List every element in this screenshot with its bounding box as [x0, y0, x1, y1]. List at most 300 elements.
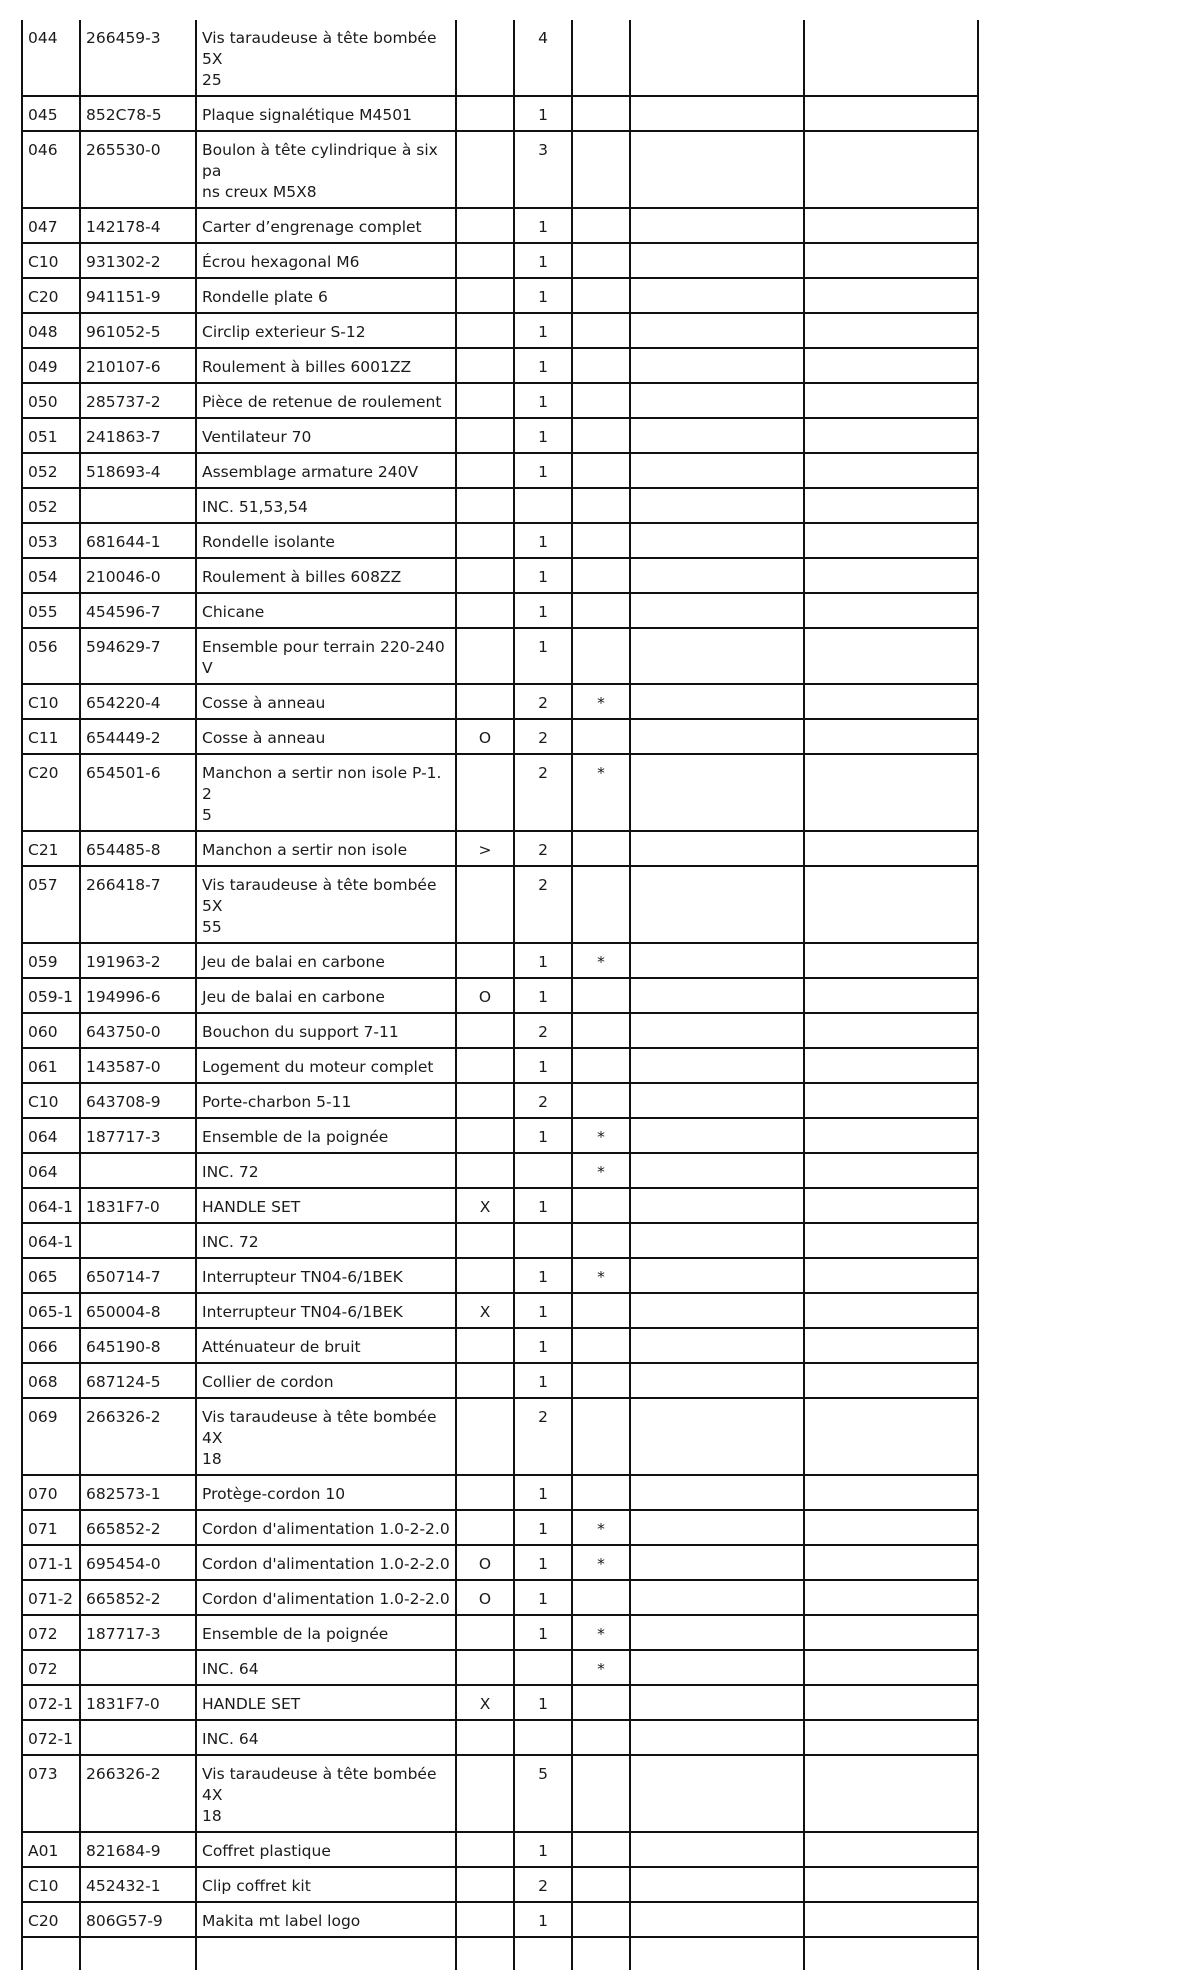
note-mark-cell: [572, 453, 630, 488]
description-cell: Vis taraudeuse à tête bombée 4X 18: [196, 1755, 456, 1832]
parts-table-body: [22, 20, 978, 1970]
table-row: [22, 1363, 978, 1398]
part-number-cell: 650004-8: [80, 1293, 196, 1328]
blank-column-cell: [630, 1867, 804, 1902]
note-mark-cell: [572, 20, 630, 96]
empty-cell: [572, 1937, 630, 1970]
table-row: [22, 313, 978, 348]
change-code-cell: [456, 1755, 514, 1832]
description-cell: Assemblage armature 240V: [196, 453, 456, 488]
quantity-cell: 1: [514, 383, 572, 418]
blank-column-cell: [630, 488, 804, 523]
note-mark-cell: [572, 558, 630, 593]
note-mark-cell: [572, 383, 630, 418]
description-cell: Vis taraudeuse à tête bombée 5X 55: [196, 866, 456, 943]
blank-column-cell: [630, 1902, 804, 1937]
change-code-cell: [456, 131, 514, 208]
quantity-cell: 1: [514, 96, 572, 131]
quantity-cell: 1: [514, 1475, 572, 1510]
part-number-cell: 654501-6: [80, 754, 196, 831]
blank-column-cell: [804, 243, 978, 278]
blank-column-cell: [630, 1615, 804, 1650]
table-row: [22, 96, 978, 131]
blank-column-cell: [630, 978, 804, 1013]
item-number-cell: 053: [22, 523, 80, 558]
blank-column-cell: [804, 96, 978, 131]
description-cell: Manchon a sertir non isole P-1.2 5: [196, 754, 456, 831]
quantity-cell: 2: [514, 719, 572, 754]
item-number-cell: 065-1: [22, 1293, 80, 1328]
part-number-cell: 454596-7: [80, 593, 196, 628]
quantity-cell: 1: [514, 1615, 572, 1650]
table-row: [22, 348, 978, 383]
table-row: [22, 558, 978, 593]
item-number-cell: 048: [22, 313, 80, 348]
blank-column-cell: [630, 1398, 804, 1475]
item-number-cell: 051: [22, 418, 80, 453]
change-code-cell: [456, 1398, 514, 1475]
quantity-cell: 1: [514, 1258, 572, 1293]
change-code-cell: [456, 348, 514, 383]
part-number-cell: 194996-6: [80, 978, 196, 1013]
quantity-cell: 1: [514, 1293, 572, 1328]
item-number-cell: 069: [22, 1398, 80, 1475]
change-code-cell: X: [456, 1188, 514, 1223]
blank-column-cell: [804, 1258, 978, 1293]
note-mark-cell: *: [572, 1615, 630, 1650]
table-row: [22, 1013, 978, 1048]
part-number-cell: 191963-2: [80, 943, 196, 978]
table-row: [22, 593, 978, 628]
part-number-cell: 187717-3: [80, 1615, 196, 1650]
table-row: [22, 719, 978, 754]
change-code-cell: X: [456, 1685, 514, 1720]
description-cell: Boulon à tête cylindrique à six pa ns creux M5X8: [196, 131, 456, 208]
description-cell: HANDLE SET: [196, 1188, 456, 1223]
part-number-cell: [80, 1223, 196, 1258]
part-number-cell: 143587-0: [80, 1048, 196, 1083]
part-number-cell: 961052-5: [80, 313, 196, 348]
change-code-cell: [456, 1083, 514, 1118]
change-code-cell: [456, 866, 514, 943]
item-number-cell: 056: [22, 628, 80, 684]
quantity-cell: [514, 488, 572, 523]
note-mark-cell: *: [572, 1650, 630, 1685]
change-code-cell: >: [456, 831, 514, 866]
part-number-cell: 285737-2: [80, 383, 196, 418]
item-number-cell: C10: [22, 1083, 80, 1118]
note-mark-cell: [572, 866, 630, 943]
description-cell: Roulement à billes 608ZZ: [196, 558, 456, 593]
table-row: [22, 1615, 978, 1650]
note-mark-cell: [572, 418, 630, 453]
table-row: [22, 1580, 978, 1615]
quantity-cell: 2: [514, 831, 572, 866]
blank-column-cell: [804, 558, 978, 593]
blank-column-cell: [804, 1867, 978, 1902]
change-code-cell: [456, 418, 514, 453]
description-cell: INC. 51,53,54: [196, 488, 456, 523]
change-code-cell: [456, 488, 514, 523]
blank-column-cell: [804, 1048, 978, 1083]
blank-column-cell: [804, 20, 978, 96]
note-mark-cell: *: [572, 684, 630, 719]
table-row: [22, 1685, 978, 1720]
change-code-cell: [456, 1832, 514, 1867]
quantity-cell: 1: [514, 243, 572, 278]
blank-column-cell: [630, 1832, 804, 1867]
blank-column-cell: [630, 1510, 804, 1545]
note-mark-cell: [572, 1685, 630, 1720]
table-row: [22, 831, 978, 866]
quantity-cell: 1: [514, 453, 572, 488]
change-code-cell: [456, 684, 514, 719]
blank-column-cell: [630, 278, 804, 313]
note-mark-cell: [572, 1363, 630, 1398]
blank-column-cell: [630, 523, 804, 558]
blank-column-cell: [804, 866, 978, 943]
quantity-cell: 2: [514, 1867, 572, 1902]
change-code-cell: [456, 96, 514, 131]
note-mark-cell: [572, 1223, 630, 1258]
change-code-cell: [456, 1118, 514, 1153]
quantity-cell: 1: [514, 348, 572, 383]
note-mark-cell: [572, 131, 630, 208]
item-number-cell: 054: [22, 558, 80, 593]
table-row: [22, 1755, 978, 1832]
blank-column-cell: [630, 131, 804, 208]
description-cell: Interrupteur TN04-6/1BEK: [196, 1293, 456, 1328]
item-number-cell: 055: [22, 593, 80, 628]
part-number-cell: [80, 1153, 196, 1188]
note-mark-cell: *: [572, 943, 630, 978]
change-code-cell: [456, 628, 514, 684]
quantity-cell: 1: [514, 313, 572, 348]
quantity-cell: 5: [514, 1755, 572, 1832]
description-cell: Ensemble de la poignée: [196, 1118, 456, 1153]
empty-cell: [22, 1937, 80, 1970]
note-mark-cell: [572, 1048, 630, 1083]
empty-cell: [514, 1937, 572, 1970]
table-row: [22, 453, 978, 488]
blank-column-cell: [630, 1048, 804, 1083]
description-cell: Carter d’engrenage complet: [196, 208, 456, 243]
blank-column-cell: [630, 418, 804, 453]
change-code-cell: [456, 453, 514, 488]
blank-column-cell: [630, 719, 804, 754]
quantity-cell: 2: [514, 866, 572, 943]
blank-column-cell: [804, 1293, 978, 1328]
part-number-cell: 452432-1: [80, 1867, 196, 1902]
note-mark-cell: [572, 1867, 630, 1902]
quantity-cell: 1: [514, 1188, 572, 1223]
description-cell: Atténuateur de bruit: [196, 1328, 456, 1363]
table-row: [22, 1545, 978, 1580]
change-code-cell: [456, 1013, 514, 1048]
part-number-cell: 645190-8: [80, 1328, 196, 1363]
part-number-cell: 821684-9: [80, 1832, 196, 1867]
part-number-cell: 806G57-9: [80, 1902, 196, 1937]
quantity-cell: 1: [514, 1363, 572, 1398]
change-code-cell: [456, 278, 514, 313]
part-number-cell: 266326-2: [80, 1398, 196, 1475]
item-number-cell: 071-1: [22, 1545, 80, 1580]
note-mark-cell: *: [572, 1545, 630, 1580]
part-number-cell: [80, 1650, 196, 1685]
note-mark-cell: [572, 1293, 630, 1328]
quantity-cell: 4: [514, 20, 572, 96]
note-mark-cell: [572, 278, 630, 313]
note-mark-cell: [572, 1398, 630, 1475]
table-row: [22, 1902, 978, 1937]
note-mark-cell: [572, 1083, 630, 1118]
note-mark-cell: [572, 1720, 630, 1755]
item-number-cell: 045: [22, 96, 80, 131]
blank-column-cell: [630, 1363, 804, 1398]
quantity-cell: 1: [514, 1545, 572, 1580]
blank-column-cell: [804, 1398, 978, 1475]
table-row: [22, 754, 978, 831]
blank-column-cell: [630, 383, 804, 418]
description-cell: Coffret plastique: [196, 1832, 456, 1867]
description-cell: Jeu de balai en carbone: [196, 943, 456, 978]
table-row: [22, 1720, 978, 1755]
table-row: [22, 1258, 978, 1293]
description-cell: Rondelle isolante: [196, 523, 456, 558]
blank-column-cell: [804, 1013, 978, 1048]
description-cell: Interrupteur TN04-6/1BEK: [196, 1258, 456, 1293]
note-mark-cell: [572, 628, 630, 684]
change-code-cell: [456, 1475, 514, 1510]
description-cell: Rondelle plate 6: [196, 278, 456, 313]
blank-column-cell: [630, 1545, 804, 1580]
change-code-cell: O: [456, 978, 514, 1013]
note-mark-cell: *: [572, 1153, 630, 1188]
part-number-cell: 931302-2: [80, 243, 196, 278]
table-row: [22, 1510, 978, 1545]
change-code-cell: [456, 754, 514, 831]
blank-column-cell: [804, 1902, 978, 1937]
change-code-cell: [456, 1510, 514, 1545]
empty-cell: [196, 1937, 456, 1970]
item-number-cell: 064-1: [22, 1188, 80, 1223]
change-code-cell: [456, 1363, 514, 1398]
description-cell: Cordon d'alimentation 1.0-2-2.0: [196, 1510, 456, 1545]
item-number-cell: C10: [22, 243, 80, 278]
note-mark-cell: [572, 1580, 630, 1615]
blank-column-cell: [630, 1328, 804, 1363]
blank-column-cell: [630, 754, 804, 831]
blank-column-cell: [630, 1475, 804, 1510]
blank-column-cell: [630, 453, 804, 488]
description-cell: HANDLE SET: [196, 1685, 456, 1720]
note-mark-cell: *: [572, 1118, 630, 1153]
table-continuation-row: [22, 1937, 978, 1970]
item-number-cell: A01: [22, 1832, 80, 1867]
part-number-cell: 594629-7: [80, 628, 196, 684]
change-code-cell: O: [456, 719, 514, 754]
description-cell: Cosse à anneau: [196, 719, 456, 754]
description-cell: Cordon d'alimentation 1.0-2-2.0: [196, 1580, 456, 1615]
table-row: [22, 1832, 978, 1867]
quantity-cell: 1: [514, 978, 572, 1013]
blank-column-cell: [804, 1720, 978, 1755]
quantity-cell: 1: [514, 943, 572, 978]
note-mark-cell: [572, 1475, 630, 1510]
table-row: [22, 1475, 978, 1510]
part-number-cell: 266418-7: [80, 866, 196, 943]
item-number-cell: 046: [22, 131, 80, 208]
note-mark-cell: [572, 831, 630, 866]
change-code-cell: X: [456, 1293, 514, 1328]
change-code-cell: [456, 1048, 514, 1083]
blank-column-cell: [630, 1685, 804, 1720]
description-cell: Clip coffret kit: [196, 1867, 456, 1902]
description-cell: Logement du moteur complet: [196, 1048, 456, 1083]
table-row: [22, 1083, 978, 1118]
table-row: [22, 1153, 978, 1188]
item-number-cell: C11: [22, 719, 80, 754]
description-cell: INC. 64: [196, 1650, 456, 1685]
item-number-cell: 071: [22, 1510, 80, 1545]
item-number-cell: 072-1: [22, 1685, 80, 1720]
description-cell: Porte-charbon 5-11: [196, 1083, 456, 1118]
description-cell: Cordon d'alimentation 1.0-2-2.0: [196, 1545, 456, 1580]
item-number-cell: C20: [22, 278, 80, 313]
blank-column-cell: [630, 943, 804, 978]
blank-column-cell: [804, 1832, 978, 1867]
note-mark-cell: [572, 1832, 630, 1867]
blank-column-cell: [630, 831, 804, 866]
blank-column-cell: [804, 1755, 978, 1832]
quantity-cell: 1: [514, 593, 572, 628]
parts-list-page: [21, 20, 977, 1970]
blank-column-cell: [804, 383, 978, 418]
part-number-cell: 687124-5: [80, 1363, 196, 1398]
blank-column-cell: [630, 628, 804, 684]
blank-column-cell: [630, 866, 804, 943]
item-number-cell: 070: [22, 1475, 80, 1510]
change-code-cell: [456, 1902, 514, 1937]
note-mark-cell: [572, 243, 630, 278]
table-row: [22, 866, 978, 943]
quantity-cell: 2: [514, 684, 572, 719]
change-code-cell: [456, 1153, 514, 1188]
blank-column-cell: [804, 1615, 978, 1650]
table-row: [22, 488, 978, 523]
blank-column-cell: [630, 1580, 804, 1615]
table-row: [22, 1223, 978, 1258]
blank-column-cell: [630, 684, 804, 719]
blank-column-cell: [630, 208, 804, 243]
parts-table: [21, 20, 979, 1970]
blank-column-cell: [804, 1545, 978, 1580]
description-cell: Makita mt label logo: [196, 1902, 456, 1937]
table-row: [22, 418, 978, 453]
note-mark-cell: [572, 313, 630, 348]
table-row: [22, 1328, 978, 1363]
item-number-cell: 064: [22, 1118, 80, 1153]
item-number-cell: 072: [22, 1650, 80, 1685]
item-number-cell: 049: [22, 348, 80, 383]
item-number-cell: C10: [22, 1867, 80, 1902]
description-cell: Ventilateur 70: [196, 418, 456, 453]
blank-column-cell: [630, 1223, 804, 1258]
table-row: [22, 1048, 978, 1083]
blank-column-cell: [804, 1650, 978, 1685]
change-code-cell: O: [456, 1545, 514, 1580]
note-mark-cell: [572, 1328, 630, 1363]
table-row: [22, 383, 978, 418]
blank-column-cell: [804, 131, 978, 208]
part-number-cell: 654449-2: [80, 719, 196, 754]
empty-cell: [804, 1937, 978, 1970]
description-cell: INC. 64: [196, 1720, 456, 1755]
empty-cell: [456, 1937, 514, 1970]
description-cell: Circlip exterieur S-12: [196, 313, 456, 348]
part-number-cell: 650714-7: [80, 1258, 196, 1293]
note-mark-cell: [572, 1013, 630, 1048]
table-row: [22, 943, 978, 978]
item-number-cell: 057: [22, 866, 80, 943]
note-mark-cell: [572, 1755, 630, 1832]
quantity-cell: [514, 1153, 572, 1188]
description-cell: Ensemble pour terrain 220-240V: [196, 628, 456, 684]
quantity-cell: 1: [514, 523, 572, 558]
quantity-cell: 2: [514, 1013, 572, 1048]
change-code-cell: [456, 943, 514, 978]
change-code-cell: [456, 558, 514, 593]
part-number-cell: 266326-2: [80, 1755, 196, 1832]
quantity-cell: 2: [514, 1083, 572, 1118]
blank-column-cell: [630, 1083, 804, 1118]
quantity-cell: [514, 1720, 572, 1755]
part-number-cell: 941151-9: [80, 278, 196, 313]
table-row: [22, 1867, 978, 1902]
item-number-cell: 065: [22, 1258, 80, 1293]
item-number-cell: 073: [22, 1755, 80, 1832]
quantity-cell: 1: [514, 1328, 572, 1363]
blank-column-cell: [804, 1188, 978, 1223]
item-number-cell: 064: [22, 1153, 80, 1188]
item-number-cell: 071-2: [22, 1580, 80, 1615]
table-row: [22, 20, 978, 96]
description-cell: Bouchon du support 7-11: [196, 1013, 456, 1048]
note-mark-cell: *: [572, 754, 630, 831]
table-row: [22, 1188, 978, 1223]
blank-column-cell: [804, 1153, 978, 1188]
note-mark-cell: [572, 348, 630, 383]
blank-column-cell: [804, 978, 978, 1013]
blank-column-cell: [630, 1650, 804, 1685]
table-row: [22, 684, 978, 719]
item-number-cell: C10: [22, 684, 80, 719]
quantity-cell: 1: [514, 1510, 572, 1545]
blank-column-cell: [804, 719, 978, 754]
note-mark-cell: [572, 593, 630, 628]
blank-column-cell: [804, 684, 978, 719]
part-number-cell: 1831F7-0: [80, 1685, 196, 1720]
item-number-cell: 066: [22, 1328, 80, 1363]
blank-column-cell: [630, 593, 804, 628]
change-code-cell: [456, 1867, 514, 1902]
change-code-cell: [456, 1615, 514, 1650]
table-row: [22, 278, 978, 313]
change-code-cell: [456, 1650, 514, 1685]
blank-column-cell: [630, 1153, 804, 1188]
item-number-cell: 047: [22, 208, 80, 243]
blank-column-cell: [804, 523, 978, 558]
